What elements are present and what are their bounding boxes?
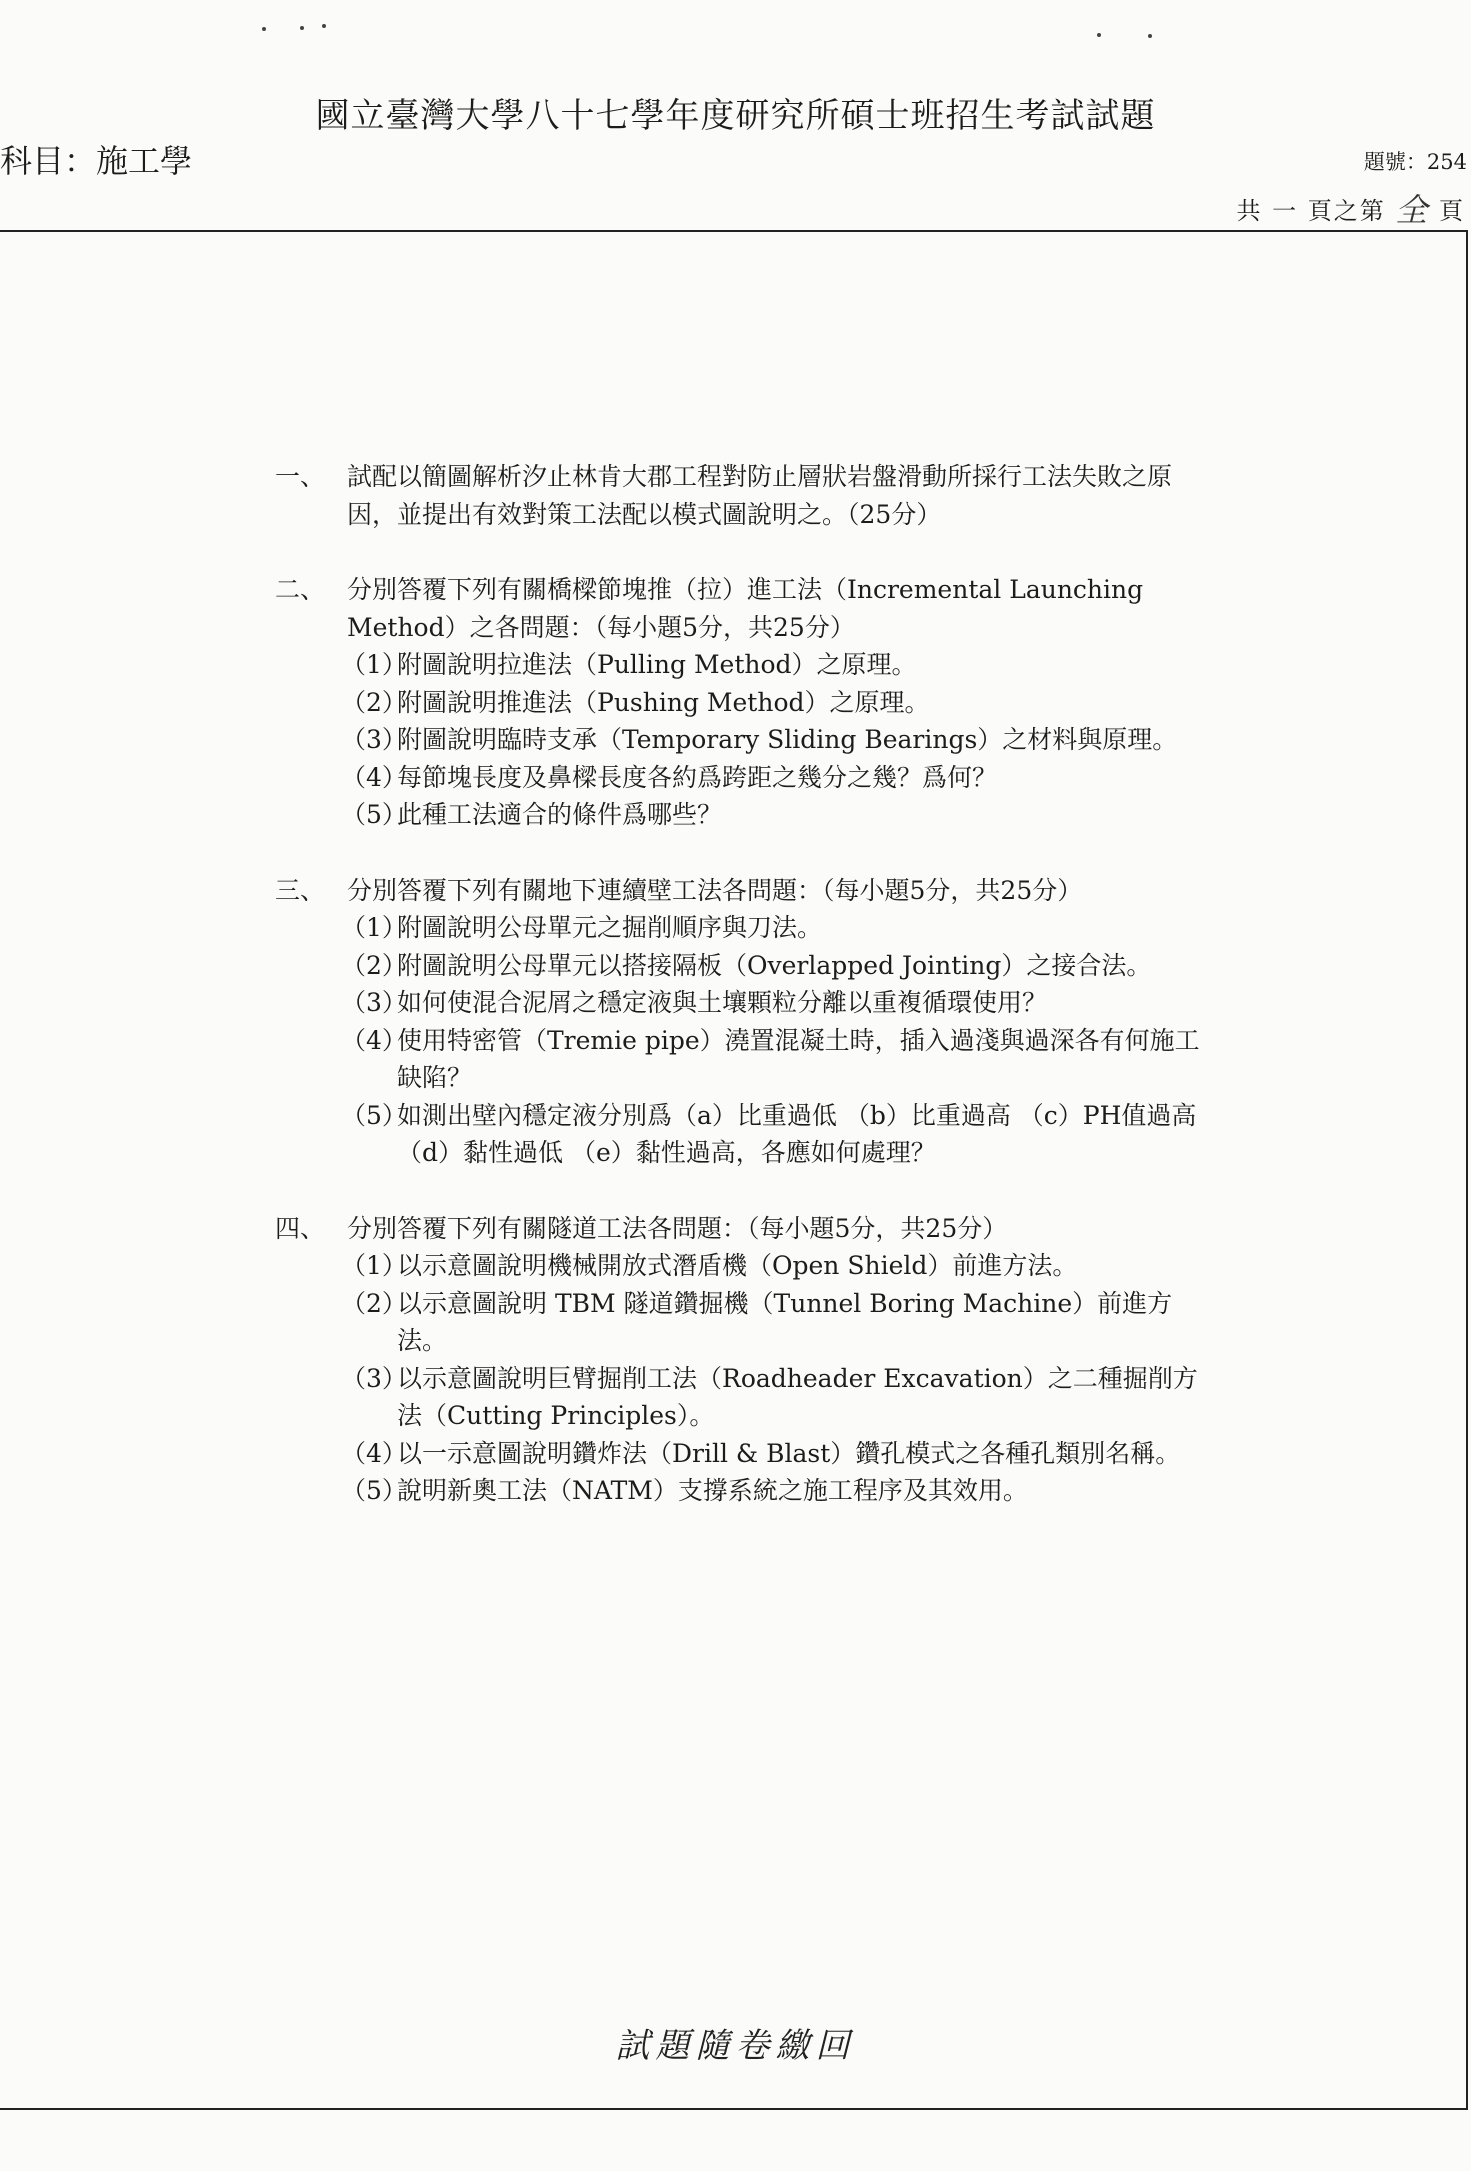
sub-question (275, 1022, 1205, 1097)
sub-question-text: 以示意圖說明 TBM 隧道鑽掘機（Tunnel Boring Machine）前進方法。 (397, 1288, 1173, 1355)
sub-question (275, 646, 1205, 684)
sub-question-number: （5） (341, 1476, 407, 1505)
scan-speck (300, 26, 304, 30)
question-list (275, 458, 1205, 1548)
question-number: 題號：254 (1363, 150, 1467, 174)
subject-label: 科目：施工學 (0, 142, 193, 180)
page-info-handwritten: 全 (1395, 191, 1430, 229)
sub-question (275, 1472, 1205, 1510)
question-text: 分別答覆下列有關地下連續壁工法各問題：（每小題5分，共25分） (347, 875, 1083, 905)
sub-question-number: （2） (341, 687, 407, 717)
scan-speck (262, 27, 266, 31)
sub-question-number: （3） (341, 988, 407, 1017)
sub-question-number: （2） (341, 950, 407, 980)
sub-question-text: 以一示意圖說明鑽炸法（Drill & Blast）鑽孔模式之各種孔類別名稱。 (397, 1438, 1181, 1468)
scan-speck (1097, 33, 1101, 37)
sub-question-text: 使用特密管（Tremie pipe）澆置混凝土時，插入過淺與過深各有何施工缺陷？ (397, 1025, 1200, 1092)
sub-question-text: 附圖說明公母單元以搭接隔板（Overlapped Jointing）之接合法。 (397, 950, 1152, 980)
question-text: 分別答覆下列有關橋樑節塊推（拉）進工法（Incremental Launching Method）之各問題：（每小題5分，共25分） (347, 575, 1144, 642)
question-heading (275, 571, 1205, 646)
sub-question-number: （2） (341, 1288, 407, 1318)
question-1 (275, 458, 1205, 533)
sub-question (275, 684, 1205, 722)
question-heading (275, 872, 1205, 910)
sub-question-number: （3） (341, 1363, 407, 1393)
question-number-label: 一、 (275, 462, 326, 491)
sub-question (275, 947, 1205, 985)
sub-question-number: （4） (341, 1025, 407, 1055)
sub-question (275, 1435, 1205, 1473)
question-4 (275, 1210, 1205, 1510)
question-3 (275, 872, 1205, 1172)
page-info-prefix: 共 一 頁之第 (1236, 197, 1386, 225)
sub-question (275, 1097, 1205, 1172)
sub-question-number: （1） (341, 1251, 407, 1280)
question-number-label: 三、 (275, 875, 326, 905)
scan-speck (322, 24, 326, 28)
sub-question-number: （4） (341, 1438, 407, 1468)
question-number-label: 四、 (275, 1213, 326, 1243)
sub-question-text: 每節塊長度及鼻樑長度各約爲跨距之幾分之幾？爲何？ (397, 762, 998, 792)
question-text: 分別答覆下列有關隧道工法各問題：（每小題5分，共25分） (347, 1213, 1008, 1243)
sub-question-text: 以示意圖說明機械開放式潛盾機（Open Shield）前進方法。 (397, 1251, 1078, 1280)
sub-question-text: 此種工法適合的條件爲哪些？ (397, 800, 723, 829)
question-heading (275, 1210, 1205, 1248)
sub-question-text: 附圖說明拉進法（Pulling Method）之原理。 (397, 650, 917, 679)
sub-question (275, 721, 1205, 759)
sub-question-text: 說明新奧工法（NATM）支撐系統之施工程序及其效用。 (397, 1476, 1028, 1505)
question-2 (275, 571, 1205, 834)
sub-question-number: （5） (341, 800, 407, 829)
sub-question-number: （1） (341, 913, 407, 942)
sub-question (275, 796, 1205, 834)
sub-question (275, 984, 1205, 1022)
sub-question-text: 以示意圖說明巨臂掘削工法（Roadheader Excavation）之二種掘削方法（Cutting Principles）。 (397, 1363, 1198, 1430)
page-info-suffix: 頁 (1439, 197, 1465, 225)
sub-question-text: 附圖說明公母單元之掘削順序與刀法。 (397, 913, 823, 942)
sub-question-text: 如何使混合泥屑之穩定液與土壤顆粒分離以重複循環使用？ (397, 988, 1048, 1017)
sub-question-number: （5） (341, 1100, 407, 1130)
sub-question-number: （3） (341, 725, 407, 754)
sub-question-text: 附圖說明臨時支承（Temporary Sliding Bearings）之材料與原理。 (397, 725, 1178, 754)
sub-question-number: （1） (341, 650, 407, 679)
return-notice: 試題隨卷繳回 (615, 2026, 856, 2066)
question-heading (275, 458, 1205, 533)
sub-question (275, 909, 1205, 947)
sub-question-number: （4） (341, 762, 407, 792)
sub-question (275, 759, 1205, 797)
sub-question (275, 1247, 1205, 1285)
sub-question (275, 1360, 1205, 1435)
page-info (1236, 183, 1465, 229)
sub-question-text: 附圖說明推進法（Pushing Method）之原理。 (397, 687, 930, 717)
question-text: 試配以簡圖解析汐止林肯大郡工程對防止層狀岩盤滑動所採行工法失敗之原因，並提出有效對策工法配以模式圖說明之。（25分） (347, 462, 1173, 529)
question-number-label: 二、 (275, 575, 326, 604)
sub-question-text: 如測出壁內穩定液分別爲（a）比重過低 （b）比重過高 （c）PH值過高 （d）黏性過低 （e）黏性過高，各應如何處理？ (397, 1100, 1197, 1167)
exam-title: 國立臺灣大學八十七學年度研究所碩士班招生考試試題 (315, 96, 1156, 136)
sub-question (275, 1285, 1205, 1360)
scan-speck (1148, 34, 1152, 38)
